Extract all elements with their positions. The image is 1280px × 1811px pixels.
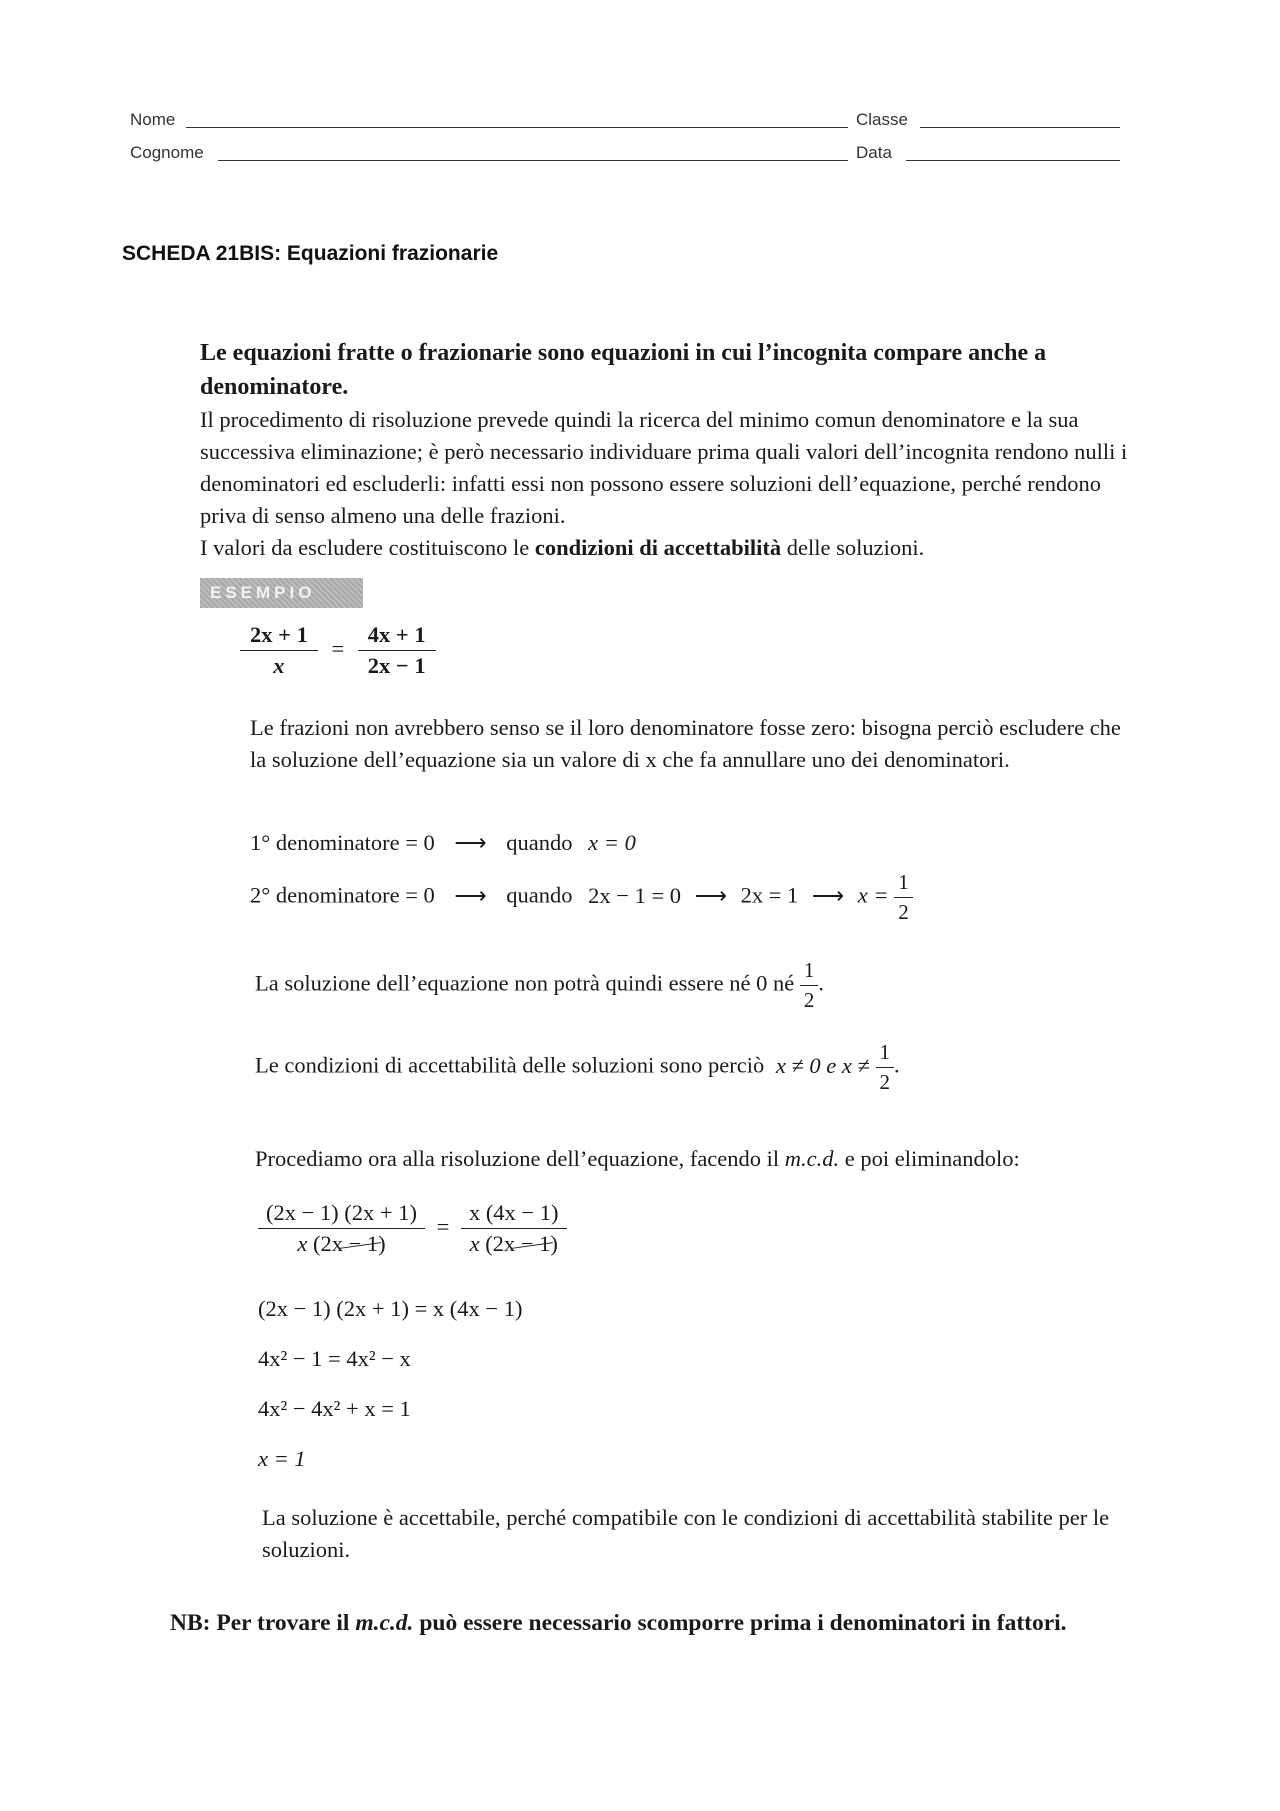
- step-1: (2x − 1) (2x + 1) = x (4x − 1): [258, 1296, 523, 1321]
- conditions-line-cond: x ≠ 0 e x ≠: [775, 1052, 870, 1078]
- example-badge: ESEMPIO: [200, 578, 363, 608]
- not-solution-period: .: [818, 970, 824, 996]
- right-denominator: 2x − 1: [367, 653, 426, 678]
- half-fraction: [894, 870, 913, 925]
- procedure-suffix: e poi eliminandolo:: [844, 1146, 1020, 1171]
- mcd-left-fraction: [258, 1200, 425, 1257]
- nb-prefix: NB: Per trovare il: [170, 1610, 350, 1636]
- procedure-line: [255, 1146, 1020, 1172]
- conclusion-text: La soluzione è accettabile, perché compatibile con le condizioni di accettabilità stabilite per le soluzioni.: [262, 1505, 1110, 1562]
- not-solution-numerator: 1: [800, 958, 819, 986]
- arrow-icon: ⟶: [454, 882, 487, 908]
- half-numerator: 1: [894, 870, 913, 898]
- conditions-line-numerator: 1: [876, 1040, 895, 1068]
- nb-note: [170, 1610, 1067, 1637]
- first-condition: x = 0: [588, 830, 636, 855]
- arrow-icon: ⟶: [811, 882, 845, 908]
- mcd-right-den-struck: (2x − 1): [485, 1231, 558, 1256]
- arrow-icon: ⟶: [694, 882, 727, 908]
- mcd-left-den-struck: (2x − 1): [312, 1231, 386, 1256]
- left-numerator: 2x + 1: [240, 622, 318, 651]
- half-denominator: 2: [898, 900, 909, 924]
- main-equation: [240, 622, 436, 679]
- conditions-line-period: .: [894, 1052, 900, 1078]
- left-denominator: x: [273, 653, 285, 678]
- mcd-right-den-x: x: [469, 1231, 480, 1256]
- first-denominator-line: [250, 830, 636, 856]
- conditions-line-text: Le condizioni di accettabilità delle soluzioni sono perciò: [255, 1052, 765, 1078]
- definition-text: Le equazioni fratte o frazionarie sono equazioni in cui l’incognita compare anche a denominatore.: [200, 340, 1047, 400]
- mcd-right-fraction: [461, 1200, 567, 1257]
- mcd-right-denominator: [466, 1229, 562, 1257]
- nome-label: Nome: [130, 110, 176, 129]
- second-step-3: x =: [857, 882, 889, 908]
- equals-sign: =: [331, 635, 345, 661]
- first-when: quando: [506, 830, 573, 855]
- not-solution-line: [255, 958, 824, 1013]
- mcd-equals-sign: =: [436, 1213, 450, 1239]
- not-solution-denominator: 2: [803, 988, 815, 1012]
- worksheet-title: SCHEDA 21BIS: Equazioni frazionarie: [122, 242, 499, 265]
- conditions-prefix: I valori da escludere costituiscono le: [200, 535, 530, 560]
- not-solution-text: La soluzione dell’equazione non potrà quindi essere né 0 né: [255, 970, 795, 996]
- mcd-left-den-x: x: [297, 1231, 308, 1256]
- procedure-mcd: m.c.d.: [784, 1146, 840, 1171]
- classe-field[interactable]: [920, 127, 1120, 128]
- second-denominator-label: 2° denominatore = 0: [250, 882, 435, 908]
- right-numerator: 4x + 1: [358, 622, 436, 651]
- mcd-left-numerator: (2x − 1) (2x + 1): [258, 1200, 425, 1229]
- mcd-right-numerator: x (4x − 1): [461, 1200, 567, 1229]
- right-fraction: [358, 622, 436, 679]
- second-denominator-line: [250, 870, 913, 925]
- intro-block: [200, 336, 1130, 564]
- conditions-line-denominator: 2: [879, 1070, 891, 1094]
- data-label: Data: [856, 143, 892, 162]
- left-fraction: [240, 622, 318, 679]
- conditions-suffix: delle soluzioni.: [786, 535, 925, 560]
- nb-mcd: m.c.d.: [355, 1610, 414, 1636]
- mcd-left-denominator: [293, 1229, 389, 1257]
- procedure-prefix: Procediamo ora alla risoluzione dell’equazione, facendo il: [255, 1146, 780, 1171]
- second-step-2: 2x = 1: [740, 882, 799, 908]
- nome-field[interactable]: [186, 127, 848, 128]
- conditions-bold: condizioni di accettabilità: [534, 535, 782, 560]
- mcd-equation: [258, 1200, 567, 1257]
- conditions-line-fraction: [876, 1040, 895, 1095]
- data-field[interactable]: [906, 160, 1120, 161]
- arrow-icon: ⟶: [454, 830, 487, 855]
- procedure-text: Il procedimento di risoluzione prevede quindi la ricerca del minimo comun denominatore e la sua successiva eliminazione; è però necessario individuare prima quali valori dell’incognita rendono nulli i denominatori ed escluderli: infatti essi non possono essere soluzioni dell’equazione, perché rendono priva di senso almeno una delle frazioni.: [200, 407, 1128, 528]
- conditions-text: [200, 532, 1130, 564]
- first-denominator-label: 1° denominatore = 0: [250, 830, 435, 855]
- second-step-1: 2x − 1 = 0: [588, 882, 682, 908]
- explanation-text: Le frazioni non avrebbero senso se il loro denominatore fosse zero: bisogna perciò escludere che la soluzione dell’equazione sia un valore di x che fa annullare uno dei denominatori.: [250, 715, 1121, 772]
- not-solution-fraction: [800, 958, 819, 1013]
- conditions-line: [255, 1040, 900, 1095]
- classe-label: Classe: [856, 110, 908, 129]
- cognome-label: Cognome: [130, 143, 204, 162]
- step-3: 4x² − 4x² + x = 1: [258, 1396, 411, 1421]
- cognome-field[interactable]: [218, 160, 848, 161]
- step-2: 4x² − 1 = 4x² − x: [258, 1346, 411, 1371]
- step-4: x = 1: [258, 1446, 306, 1471]
- nb-suffix: può essere necessario scomporre prima i denominatori in fattori.: [419, 1610, 1067, 1636]
- second-when: quando: [506, 882, 573, 908]
